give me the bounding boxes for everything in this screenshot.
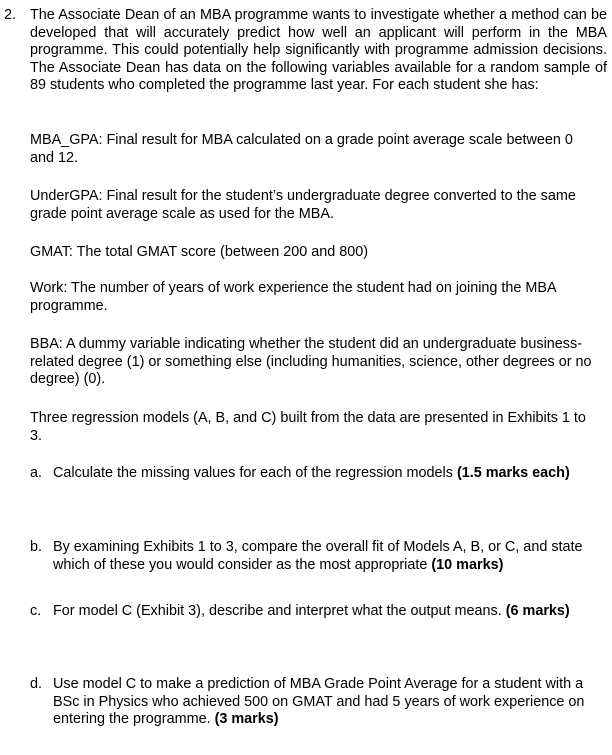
part-d-letter: d. [30,676,43,692]
part-d-text: Use model C to make a prediction of MBA Grade Point Average for a student with a BSc in Physics who achieved 500 on GMAT and had 5 years of work experience on entering the programme. (3 marks) [53,676,585,727]
question-intro: The Associate Dean of an MBA programme wants to investigate whether a method can be developed that will accurately predict how well an applicant will perform in the MBA programme. This could potentially help significantly with programme admission decisions. The Associate Dean has data on the following variables available for a random sample of 89 students who completed the programme last year. For each student she has: [30,7,607,93]
part-c-text: For model C (Exhibit 3), describe and interpret what the output means. (6 marks) [53,603,570,619]
part-c-letter: c. [30,603,42,619]
part-b-text: By examining Exhibits 1 to 3, compare the overall fit of Models A, B, or C, and state which of these you would consider as the most appropriate (10 marks) [53,539,583,573]
part-c-marks: (6 marks) [505,603,570,619]
question-number: 2. [4,7,17,23]
part-a-text: Calculate the missing values for each of the regression models (1.5 marks each) [53,465,570,481]
part-b-marks: (10 marks) [431,556,504,573]
variable-gmat: GMAT: The total GMAT score (between 200 and 800) [30,244,369,260]
variable-work: Work: The number of years of work experience the student had on joining the MBA programme. [30,280,556,314]
part-a-marks: (1.5 marks each) [456,465,570,481]
variable-bba: BBA: A dummy variable indicating whether the student did an undergraduate business-related degree (1) or something else (including humanities, science, other degrees or no degree) (0). [30,336,592,387]
part-b-letter: b. [30,539,43,555]
variable-undergpa: UnderGPA: Final result for the student’s undergraduate degree converted to the same grade point average scale as used for the MBA. [30,188,576,222]
part-a-letter: a. [30,465,43,481]
variable-mba-gpa: MBA_GPA: Final result for MBA calculated on a grade point average scale between 0 and 12. [30,132,573,166]
models-intro: Three regression models (A, B, and C) built from the data are presented in Exhibits 1 to 3. [30,410,586,444]
part-d-marks: (3 marks) [214,711,279,727]
